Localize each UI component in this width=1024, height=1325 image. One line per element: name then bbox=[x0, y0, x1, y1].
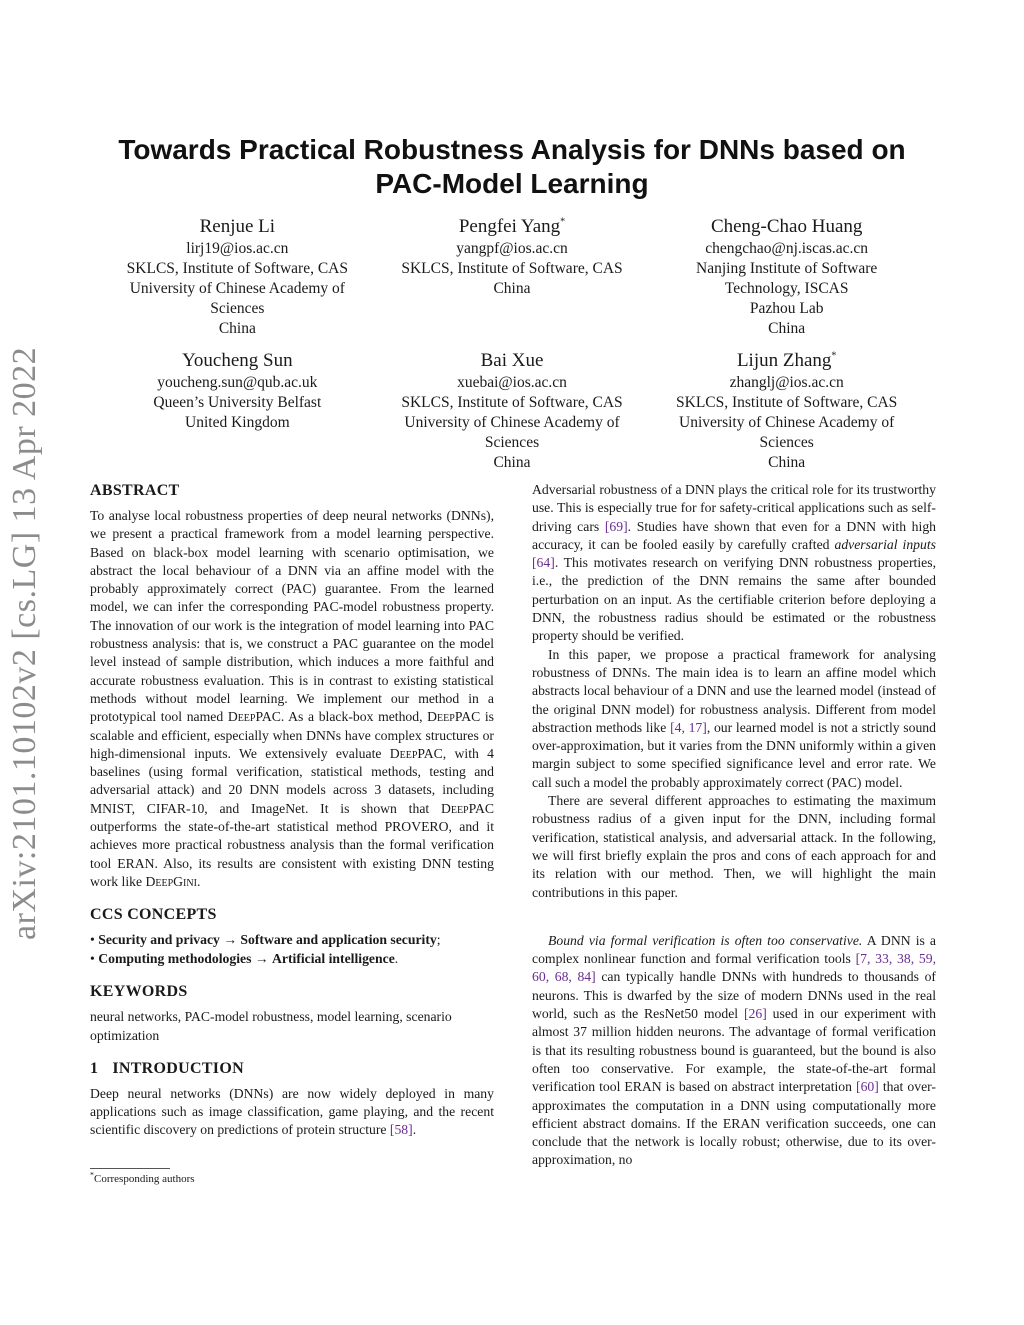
section-number: 1 bbox=[90, 1059, 99, 1077]
keywords-heading: KEYWORDS bbox=[90, 983, 188, 1001]
author-row-1 bbox=[110, 215, 914, 339]
author-affiliation: SKLCS, Institute of Software, CAS bbox=[126, 260, 348, 277]
author-block bbox=[385, 349, 640, 473]
paragraph: There are several different approaches to estimating the maximum robustness radius of a given input for the DNN, including formal verification, statistical analysis, and adversarial attack. In the following, we will first briefly explain the pros and cons of each approach for and its relation with our method. Then, we will highlight the main contributions in this paper. bbox=[532, 793, 936, 900]
footnote: *Corresponding authors bbox=[90, 1170, 195, 1185]
author-name: Lijun Zhang* bbox=[736, 350, 837, 371]
author-country: China bbox=[493, 280, 531, 297]
author-affiliation: Sciences bbox=[759, 434, 814, 451]
author-name: Pengfei Yang* bbox=[458, 216, 566, 237]
author-email: zhanglj@ios.ac.cn bbox=[729, 374, 844, 391]
paper-title: Towards Practical Robustness Analysis for DNNs based on PAC-Model Learning bbox=[118, 134, 906, 199]
citation-link[interactable]: [4, 17] bbox=[670, 719, 707, 735]
author-email: yangpf@ios.ac.cn bbox=[456, 240, 568, 257]
citation-link[interactable]: [26] bbox=[743, 1006, 767, 1022]
author-email: chengchao@nj.iscas.ac.cn bbox=[705, 240, 869, 257]
author-block bbox=[110, 215, 365, 339]
author-block bbox=[659, 349, 914, 473]
author-name: Bai Xue bbox=[480, 350, 544, 371]
author-block bbox=[659, 215, 914, 339]
author-email: xuebai@ios.ac.cn bbox=[457, 374, 567, 391]
author-email: youcheng.sun@qub.ac.uk bbox=[157, 374, 318, 391]
author-block bbox=[110, 349, 365, 473]
author-affiliation: University of Chinese Academy of bbox=[404, 414, 620, 431]
author-country: China bbox=[768, 320, 806, 337]
keywords-text: neural networks, PAC-model robustness, model learning, scenario optimization bbox=[90, 1009, 452, 1043]
author-affiliation: Sciences bbox=[210, 300, 265, 317]
abstract-heading: ABSTRACT bbox=[90, 482, 180, 499]
tool-name: DeepPAC bbox=[389, 745, 443, 761]
author-name: Renjue Li bbox=[199, 216, 276, 237]
right-column bbox=[532, 481, 936, 1170]
citation-link[interactable]: [64] bbox=[532, 555, 555, 571]
arxiv-stamp: arXiv:2101.10102v2 [cs.LG] 13 Apr 2022 bbox=[6, 346, 43, 940]
author-affiliation: Queen’s University Belfast bbox=[153, 394, 322, 411]
author-name: Cheng-Chao Huang bbox=[710, 216, 863, 237]
paragraph: In this paper, we propose a practical framework for analysing robustness of DNNs. The main idea is to learn an affine model which abstracts local behaviour of a DNN and use the learned model (instead of the original DNN model) for robustness analysis. Different from model abstraction methods like [4, 17], our learned model is not a strictly sound over-approximation, but it varies from the DNN uniformly within a given margin subject to some specified significance level and error rate. We call such a model the probably approximately correct (PAC) model. bbox=[532, 646, 936, 790]
ccs-concept: • Computing methodologies → Artificial intelligence. bbox=[90, 950, 399, 966]
author-country: China bbox=[493, 454, 531, 471]
author-affiliation: SKLCS, Institute of Software, CAS bbox=[401, 260, 623, 277]
paragraph: Bound via formal verification is often too conservative. A DNN is a complex nonlinear function and formal verification tools [7, 33, 38, 59, 60, 68, 84] can typically handle DNNs with hundreds to thousands of neurons. This is dwarfed by the size of modern DNNs used in the real world, such as the ResNet50 model [26] used in our experiment with almost 37 million hidden neurons. The advantage of formal verification is that its resulting robustness bound is guaranteed, but the bound is also often too conservative. For example, the state-of-the-art formal verification tool ERAN is based on abstract interpretation [60] that over-approximates the computation in a DNN using computationally more efficient abstract domains. If the ERAN verification succeeds, one can conclude that the network is locally robust; otherwise, due to its over-approximation, no bbox=[532, 932, 937, 1168]
corresponding-mark: * bbox=[831, 350, 837, 362]
ccs-concept: • Security and privacy → Software and application security; bbox=[90, 932, 441, 948]
author-affiliation: Pazhou Lab bbox=[749, 300, 824, 317]
intro-heading: 1 INTRODUCTION bbox=[90, 1059, 244, 1077]
paragraph: Adversarial robustness of a DNN plays the critical role for its trustworthy use. This is especially true for for safety-critical applications such as self-driving cars [69]. Studies have shown that even for a DNN with high accuracy, it can be fooled easily by carefully crafted adversarial inputs [64]. This motivates research on verifying DNN robustness properties, i.e., the prediction of the DNN remains the same after bounded perturbation on an input. As the certifiable criterion before deploying a DNN, the robustness radius should be estimated or the robustness property should be verified. bbox=[532, 482, 937, 644]
author-affiliation: Sciences bbox=[484, 434, 540, 451]
author-country: China bbox=[218, 320, 256, 337]
citation-link[interactable]: [60] bbox=[856, 1079, 879, 1095]
author-name: Youcheng Sun bbox=[182, 350, 293, 371]
citation-link[interactable]: [69] bbox=[604, 518, 628, 534]
intro-text: Deep neural networks (DNNs) are now widely deployed in many applications such as image classification, game playing, and the recent scientific discovery on predictions of protein structure [58]. bbox=[90, 1085, 494, 1138]
tool-name: DeepPAC bbox=[427, 709, 481, 725]
author-affiliation: Nanjing Institute of Software bbox=[696, 260, 878, 277]
corresponding-mark: * bbox=[560, 216, 566, 228]
author-affiliation: SKLCS, Institute of Software, CAS bbox=[401, 394, 623, 411]
left-column bbox=[90, 481, 494, 1140]
author-row-2 bbox=[110, 349, 914, 473]
author-affiliation: University of Chinese Academy of bbox=[129, 280, 345, 297]
abstract-text: To analyse local robustness properties of deep neural networks (DNNs), we present a practical framework from a model learning perspective. Based on black-box model learning with scenario optimisation, we abstract the local behaviour of a DNN via an affine model with the probably approximately correct (PAC) guarantee. From the learned model, we can infer the corresponding PAC-model robustness property. The innovation of our work is the integration of model learning into PAC robustness analysis: that is, we construct a PAC guarantee on the model level instead of sample distribution, which induces a more faithful and accurate robustness evaluation. This is in contrast to existing statistical methods without model learning. We implement our method in a prototypical tool named DeepPAC. As a black-box method, DeepPAC is scalable and efficient, especially when DNNs have complex structures or high-dimensional inputs. We extensively evaluate DeepPAC, with 4 baselines (using formal verification, statistical methods, testing and adversarial attack) and 20 DNN models across 3 datasets, including MNIST, CIFAR-10, and ImageNet. It is shown that DeepPAC outperforms the state-of-the-art statistical method PROVERO, and it achieves more practical robustness analysis than the formal verification tool ERAN. Also, its results are consistent with existing DNN testing work like DeepGini. bbox=[90, 508, 494, 889]
author-affiliation: Technology, ISCAS bbox=[724, 280, 849, 297]
citation-link[interactable]: [58] bbox=[389, 1122, 413, 1138]
author-affiliation: University of Chinese Academy of bbox=[679, 414, 895, 431]
footnote-rule bbox=[90, 1168, 170, 1169]
ccs-heading: CCS CONCEPTS bbox=[90, 906, 217, 924]
author-affiliation: SKLCS, Institute of Software, CAS bbox=[676, 394, 898, 411]
tool-name: DeepGini bbox=[145, 873, 197, 889]
citation-link[interactable]: [7, 33, 38, 59, 60, 68, 84] bbox=[532, 951, 936, 985]
author-country: China bbox=[768, 454, 806, 471]
tool-name: DeepPAC bbox=[227, 709, 281, 725]
author-country: United Kingdom bbox=[185, 414, 290, 431]
author-block bbox=[385, 215, 640, 339]
author-email: lirj19@ios.ac.cn bbox=[186, 240, 289, 257]
tool-name: DeepPAC bbox=[440, 800, 494, 816]
